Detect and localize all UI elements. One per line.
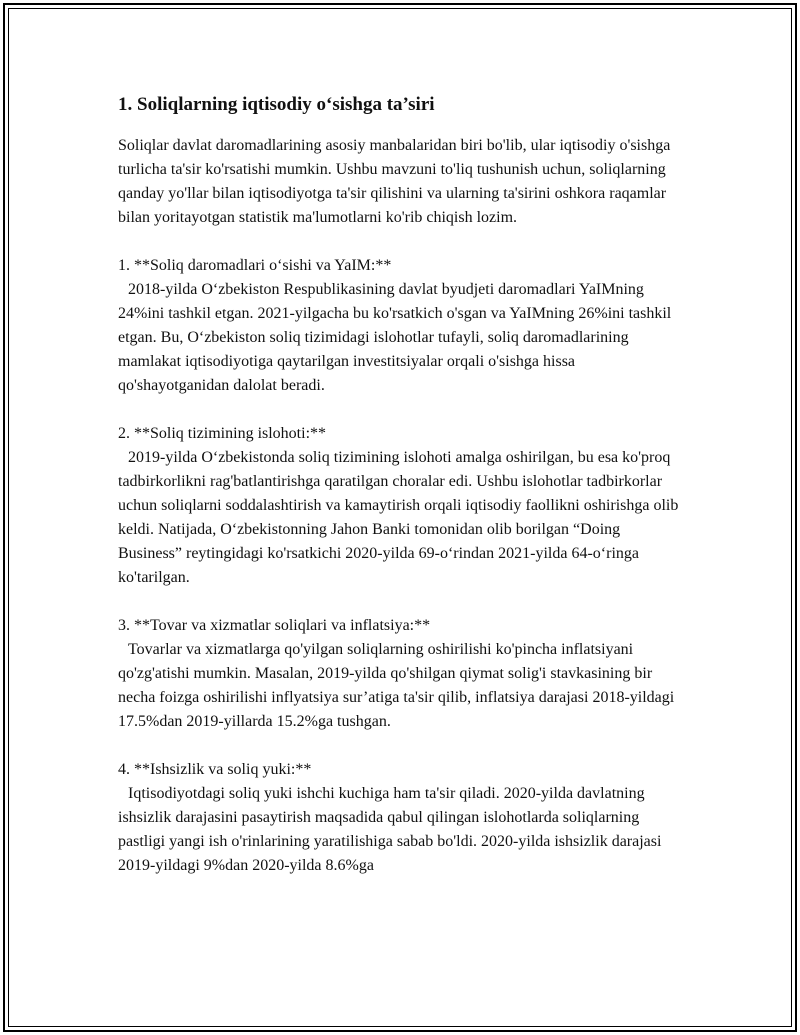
subsection-tax-revenue-gdp <box>118 254 688 398</box>
document-content <box>118 92 688 902</box>
subsection-goods-taxes-inflation <box>118 614 688 734</box>
subsection-title: 2. **Soliq tizimining islohoti:** <box>118 425 327 442</box>
subsection-title: 3. **Tovar va xizmatlar soliqlari va inflatsiya:** <box>118 617 431 634</box>
subsection-body: 2019-yilda O‘zbekistonda soliq tizimining islohoti amalga oshirilgan, bu esa ko'proq tadbirkorlikni rag'batlantirishga qaratilgan choralar edi. Ushbu islohotlar tadbirkorlar uchun soliqlarni soddalashtirish va kamaytirish orqali iqtisodiy faollikni oshirishga olib keldi. Natijada, O‘zbekistonning Jahon Banki tomonidan olib borilgan “Doing Business” reytingidagi ko'rsatkichi 2020-yilda 69-o‘rindan 2021-yilda 64-o‘ringa ko'tarilgan. <box>118 449 679 586</box>
section-heading: 1. Soliqlarning iqtisodiy o‘sishga ta’siri <box>118 94 435 115</box>
subsection-title: 1. **Soliq daromadlari o‘sishi va YaIM:** <box>118 257 392 274</box>
subsection-tax-reform <box>118 422 688 590</box>
subsection-body: Tovarlar va xizmatlarga qo'yilgan soliqlarning oshirilishi ko'pincha inflatsiyani qo'zg'atishi mumkin. Masalan, 2019-yilda qo'shilgan qiymat solig'i stavkasining bir necha foizga oshirilishi inflyatsiya sur’atiga ta'sir qilib, inflatsiya darajasi 2018-yildagi 17.5%dan 2019-yillarda 15.2%ga tushgan. <box>118 641 675 730</box>
subsection-body: 2018-yilda O‘zbekiston Respublikasining davlat byudjeti daromadlari YaIMning 24%ini tashkil etgan. 2021-yilgacha bu ko'rsatkich o'sgan va YaIMning 26%ini tashkil etgan. Bu, O‘zbekiston soliq tizimidagi islohotlar tufayli, soliq daromadlarining mamlakat iqtisodiyotiga qaytarilgan investitsiyalar orqali o'sishga hissa qo'shayotganidan dalolat beradi. <box>118 281 672 394</box>
intro-paragraph: Soliqlar davlat daromadlarining asosiy manbalaridan biri bo'lib, ular iqtisodiy o'sishga turlicha ta'sir ko'rsatishi mumkin. Ushbu mavzuni to'liq tushunish uchun, soliqlarning qanday yo'llar bilan iqtisodiyotga ta'sir qilishini va ularning ta'sirini oshkora raqamlar bilan yoritayotgan statistik ma'lumotlarni ko'rib chiqish lozim. <box>118 137 671 226</box>
subsection-unemployment-tax-burden <box>118 758 688 878</box>
subsection-title: 4. **Ishsizlik va soliq yuki:** <box>118 761 312 778</box>
subsection-body: Iqtisodiyotdagi soliq yuki ishchi kuchiga ham ta'sir qiladi. 2020-yilda davlatning ishsizlik darajasini pasaytirish maqsadida qabul qilingan islohotlarda soliqlarning pastligi yangi ish o'rinlarining yaratilishiga sabab bo'ldi. 2020-yilda ishsizlik darajasi 2019-yildagi 9%dan 2020-yilda 8.6%ga <box>118 785 662 874</box>
